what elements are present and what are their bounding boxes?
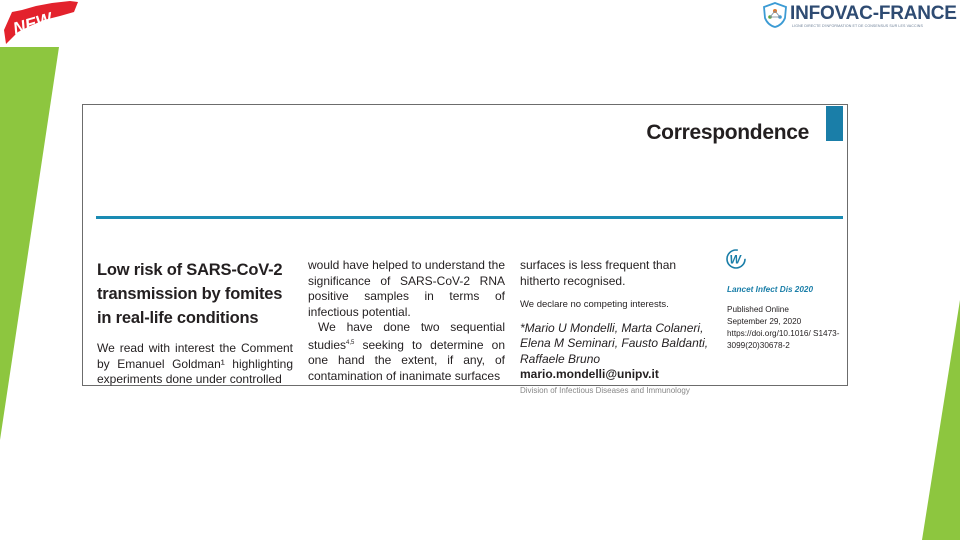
section-rule (96, 216, 843, 219)
new-badge-text: NEW (10, 9, 55, 39)
logo-title: INFOVAC-FRANCE (790, 3, 957, 24)
affiliation-cut-line: Division of Infectious Diseases and Immunology (520, 385, 690, 395)
section-title: Correspondence (646, 121, 809, 144)
column-2-paragraph-1: would have helped to understand the significance of SARS-CoV-2 RNA positive samples in terms of infectious potential. (308, 258, 505, 319)
citation-superscript: 4,5 (346, 339, 355, 346)
article-headline: Low risk of SARS-CoV-2 transmission by fomites in real-life conditions (97, 261, 283, 327)
doi-link: https://doi.org/10.1016/ S1473-3099(20)30678-2 (727, 329, 840, 350)
column-3-paragraph: surfaces is less frequent than hitherto recognised. (520, 258, 677, 288)
logo-subtitle: LIGNE DIRECTE D'INFORMATION ET DE CONSENSUS SUR LES VACCINS (792, 24, 923, 28)
column-2 (308, 258, 505, 384)
new-badge (0, 0, 80, 46)
author-list: *Mario U Mondelli, Marta Colaneri, Elena M Seminari, Fausto Baldanti, Raffaele Bruno (520, 320, 709, 366)
declaration: We declare no competing interests. (520, 299, 669, 310)
column-2-paragraph-2 (308, 320, 505, 384)
column-3 (520, 258, 716, 398)
infovac-logo (762, 2, 958, 32)
column-1-text: We read with interest the Comment by Emanuel Goldman¹ highlighting experiments done under controlled (97, 341, 293, 386)
side-info (727, 248, 842, 352)
col2-p2-start: We have done two sequential studies (308, 320, 505, 352)
author-email: mario.mondelli@unipv.it (520, 367, 659, 381)
published-label: Published Online (727, 305, 789, 314)
article-clipping (82, 104, 848, 395)
published-date: September 29, 2020 (727, 317, 802, 326)
journal-citation: Lancet Infect Dis 2020 (727, 285, 814, 294)
svg-text:W: W (729, 252, 741, 267)
col2-p2-rest: seeking to determine on one hand the extent, if any, of contamination of inanimate surfaces (308, 337, 505, 383)
section-color-bar (826, 106, 843, 141)
web-first-icon (725, 248, 747, 270)
shield-network-icon (762, 2, 788, 28)
